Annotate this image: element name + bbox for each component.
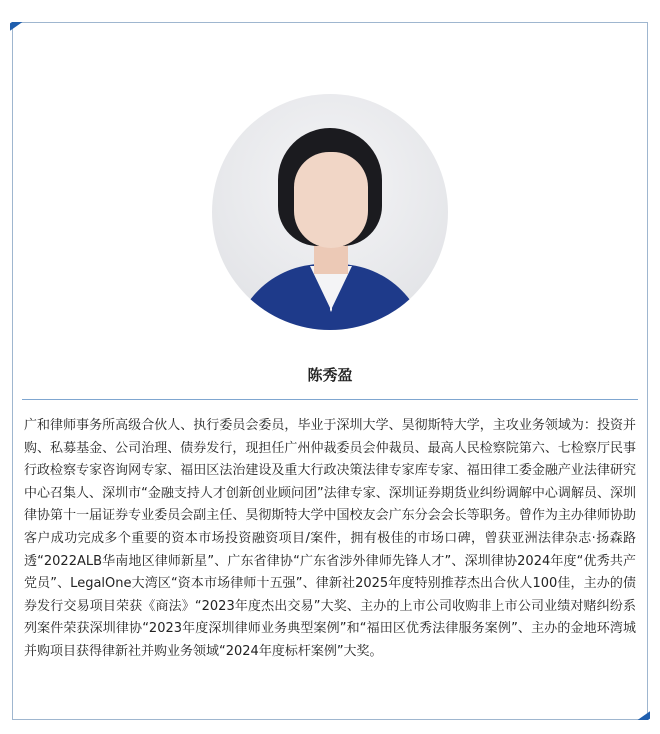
corner-accent-bottom-right [594, 664, 650, 720]
name-divider [22, 399, 638, 400]
profile-name: 陈秀盈 [307, 366, 353, 384]
portrait-face [294, 152, 368, 248]
portrait-photo [212, 94, 448, 330]
corner-accent-top-left [10, 22, 66, 78]
profile-bio: 广和律师事务所高级合伙人、执行委员会委员，毕业于深圳大学、昊彻斯特大学，主攻业务领域为：投资并购、私募基金、公司治理、债券发行，现担任广州仲裁委员会仲裁员、最高人民检察院第六、七检察厅民事行政检察专家咨询网专家、福田区法治建设及重大行政决策法律专家库专家、福田律工委金融产业法律研究中心召集人、深圳市“金融支持人才创新创业顾问团”法律专家、深圳证券期货业纠纷调解中心调解员、深圳律协第十一届证券专业委员会副主任、昊彻斯特大学中国校友会广东分会会长等职务。曾作为主办律师协助客户成功完成多个重要的资本市场投资融资项目/案件，拥有极佳的市场口碑，曾获亚洲法律杂志·扬森路透“2022ALB华南地区律师新星”、广东省律协“广东省涉外律师先锋人才”、深圳律协2024年度“优秀共产党员”、LegalOne大湾区“资本市场律师十五强”、律新社2025年度特别推荐杰出合伙人100佳，主办的债券发行交易项目荣获《商法》“2023年度杰出交易”大奖、主办的上市公司收购非上市公司业绩对赌纠纷系列案件荣获深圳律协“2023年度深圳律师业务典型案例”和“福田区优秀法律服务案例”、主办的金地环湾城并购项目获得律新社并购业务领域“2024年度标杆案例”大奖。 [24, 418, 636, 659]
